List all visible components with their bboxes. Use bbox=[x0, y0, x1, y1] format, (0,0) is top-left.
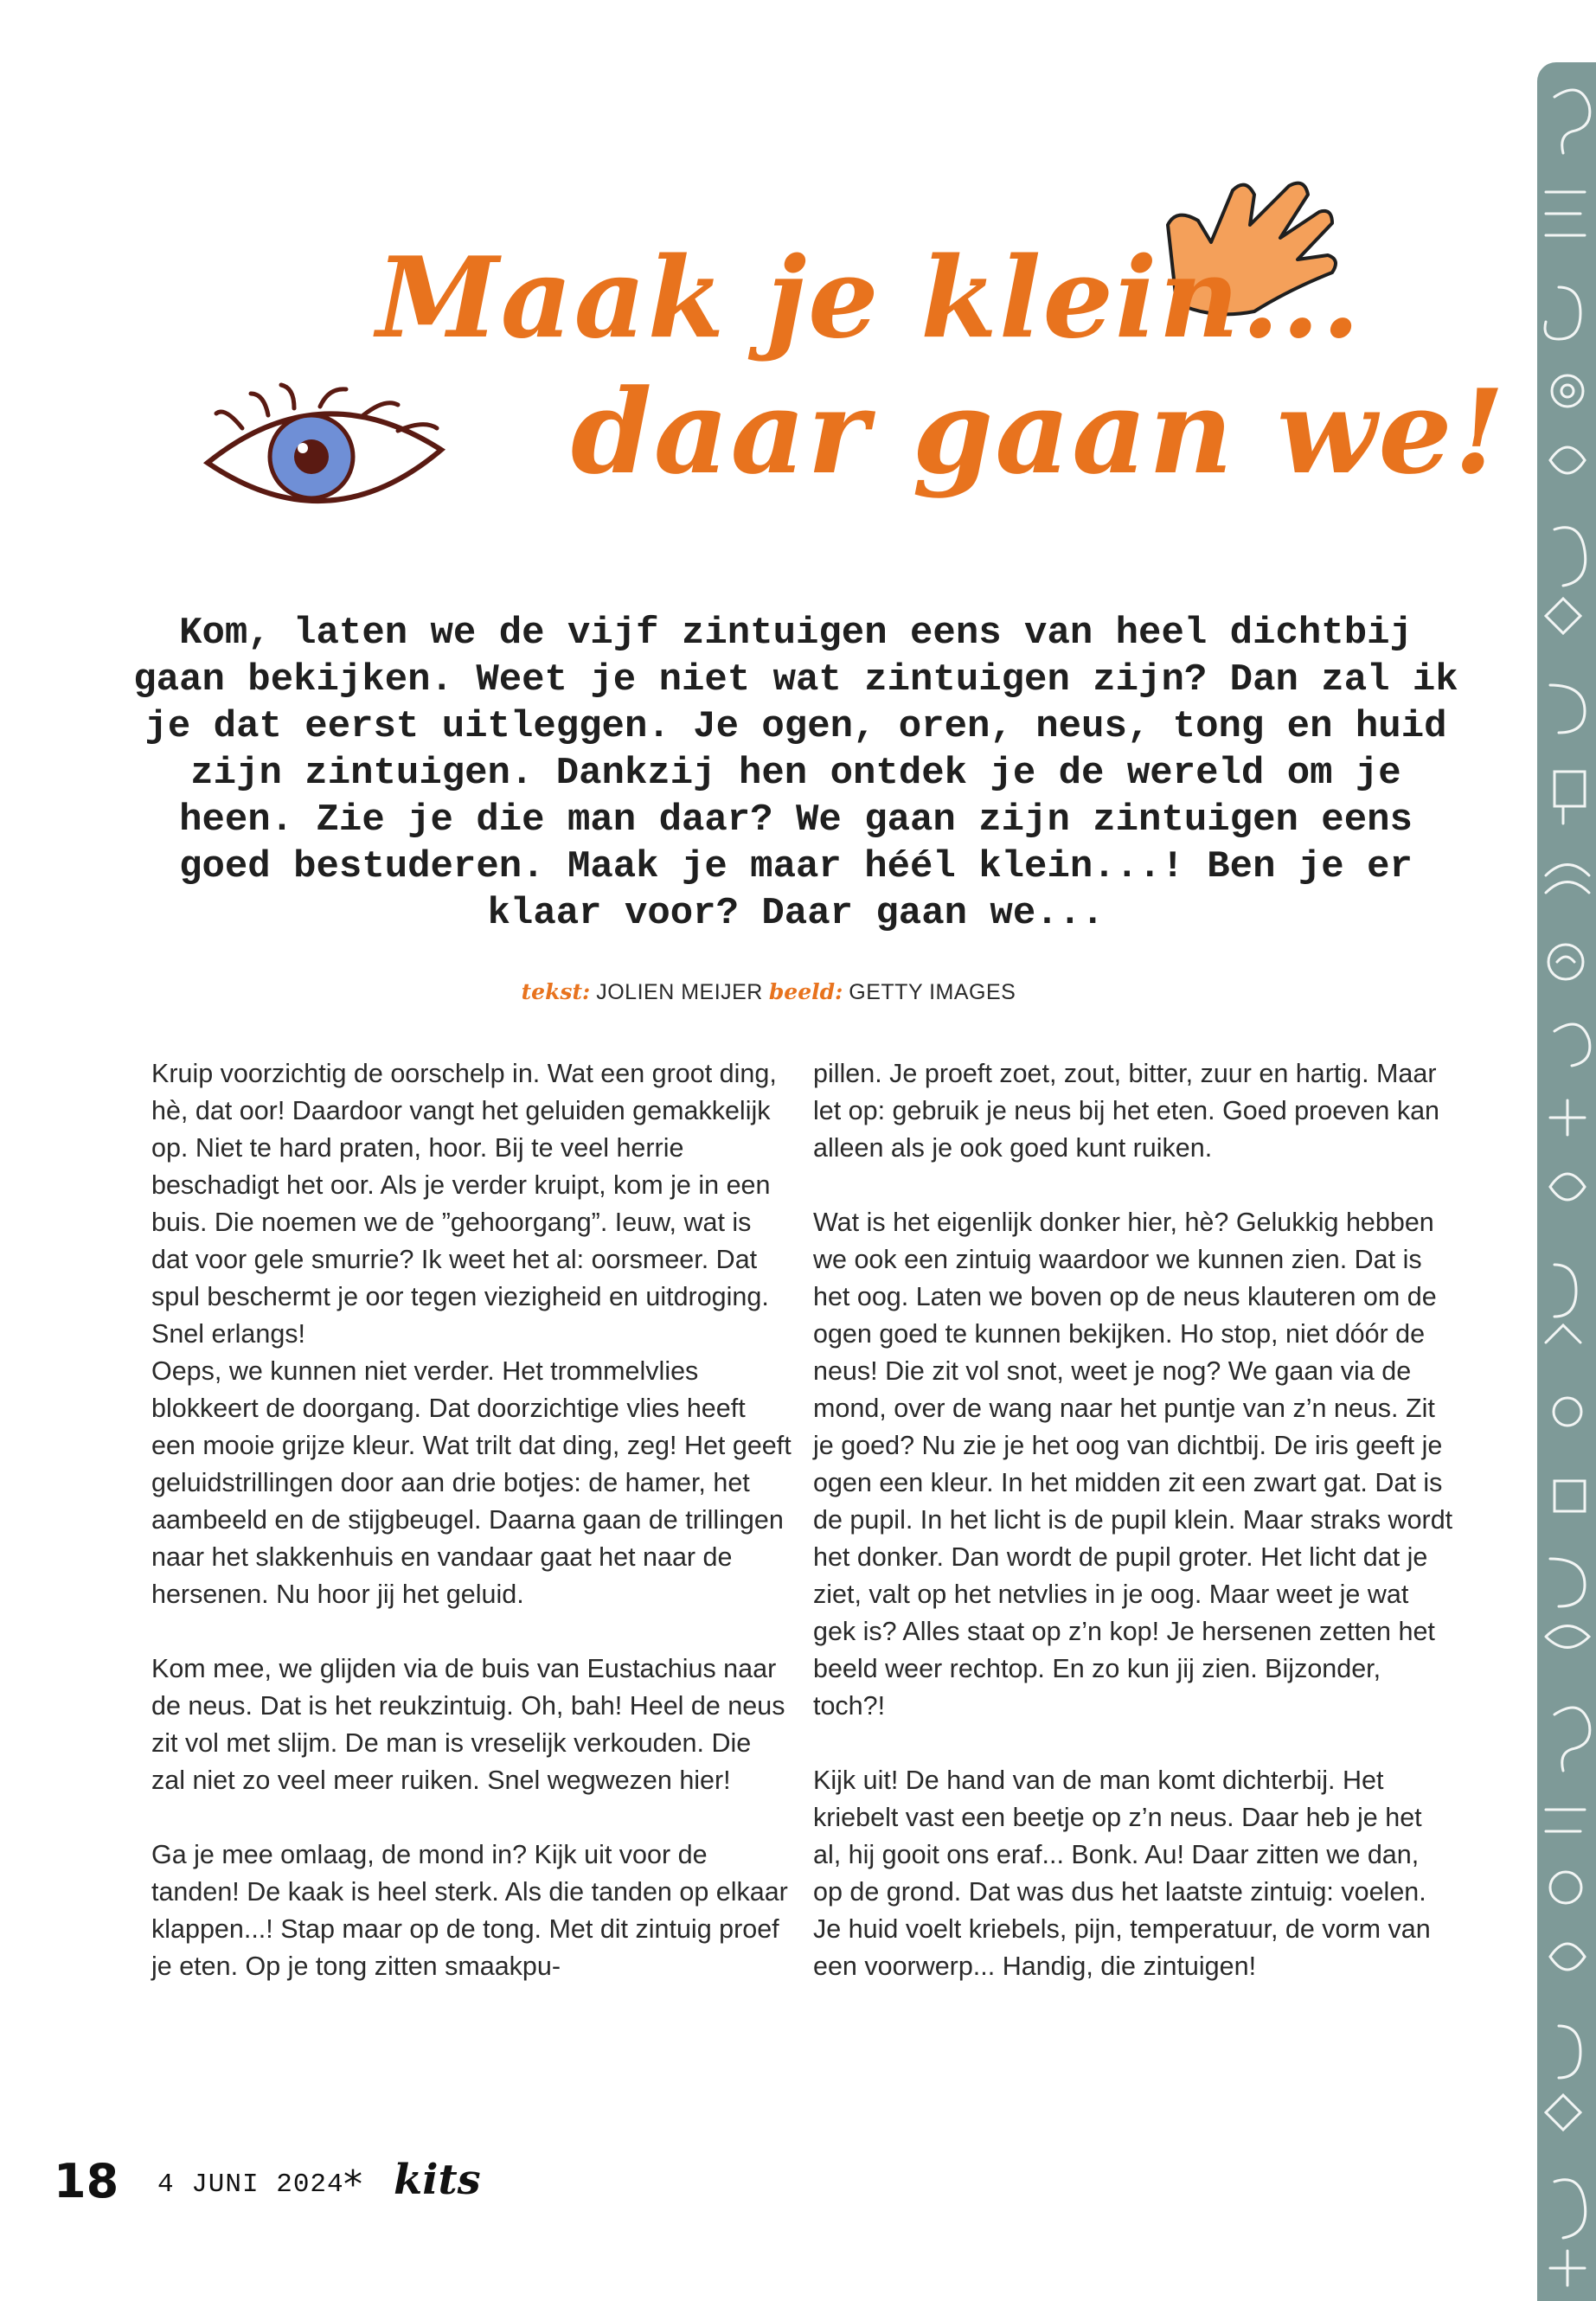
page-number: 18 bbox=[54, 2154, 119, 2208]
body-paragraph: Ga je mee omlaag, de mond in? Kijk uit voor de tanden! De kaak is heel sterk. Als die tanden op elkaar klappen...! Stap maar op de tong. Met dit zintuig proef je eten. Op je tong zitten smaakpu- bbox=[151, 1840, 788, 1981]
text-credit-label: tekst: bbox=[521, 979, 591, 1004]
magazine-name: kits bbox=[394, 2156, 481, 2204]
decorative-side-strip bbox=[1537, 62, 1596, 2301]
body-column-left bbox=[151, 1055, 792, 1985]
intro-paragraph: Kom, laten we de vijf zintuigen eens van heel dichtbij gaan bekijken. Weet je niet wat zintuigen zijn? Dan zal ik je dat eerst uitleggen. Je ogen, oren, neus, tong en huid zijn zintuigen. Dankzij hen ontdek je de wereld om je heen. Zie je die man daar? We gaan zijn zintuigen eens goed bestuderen. Maak je maar héél klein...! Ben je er klaar voor? Daar gaan we... bbox=[133, 612, 1458, 935]
text-credit-author: JOLIEN MEIJER bbox=[596, 980, 763, 1004]
eye-icon bbox=[190, 381, 467, 519]
page-footer bbox=[54, 2154, 573, 2214]
body-paragraph: Kom mee, we glijden via de buis van Eustachius naar de neus. Dat is het reukzintuig. Oh, bah! Heel de neus zit vol met slijm. De man is vreselijk verkouden. Die zal niet zo veel meer ruiken. Snel wegwezen hier! bbox=[151, 1654, 785, 1795]
body-column-right bbox=[813, 1055, 1453, 1985]
sense-doodles-pattern bbox=[1537, 62, 1596, 2301]
body-paragraph: Wat is het eigenlijk donker hier, hè? Gelukkig hebben we ook een zintuig waardoor we kunnen zien. Dat is het oog. Laten we boven op de neus klauteren om de ogen goed te kunnen bekijken. Ho stop, niet dóór de neus! Die zit vol snot, weet je nog? We gaan via de mond, over de wang naar het puntje van z’n neus. Zit je goed? Nu zie je het oog van dichtbij. De iris geeft je ogen een kleur. In het midden zit een zwart gat. Dat is de pupil. In het licht is de pupil klein. Maar straks wordt het donker. Dan wordt de pupil groter. Het licht dat je ziet, valt op het netvlies in je oog. Maar weet je wat gek is? Alles staat op z’n kop! Je hersenen zetten het beeld weer rechtop. En zo kun jij zien. Bijzonder, toch?! bbox=[813, 1208, 1453, 1721]
image-credit-source: GETTY IMAGES bbox=[849, 980, 1016, 1004]
image-credit-label: beeld: bbox=[768, 979, 843, 1004]
body-paragraph: pillen. Je proeft zoet, zout, bitter, zuur en hartig. Maar let op: gebruik je neus bij het eten. Goed proeven kan alleen als je ook goed kunt ruiken. bbox=[813, 1059, 1440, 1163]
body-paragraph: Kruip voorzichtig de oorschelp in. Wat een groot ding, hè, dat oor! Daardoor vangt het geluiden gemakkelijk op. Niet te hard praten, hoor. Bij te veel herrie beschadigt het oor. Als je verder kruipt, kom je in een buis. Die noemen we de ”gehoorgang”. Ieuw, wat is dat voor gele smurrie? Ik weet het al: oorsmeer. Dat spul beschermt je oor tegen viezigheid en uitdroging. Snel erlangs! bbox=[151, 1059, 777, 1349]
article-title bbox=[190, 173, 1507, 588]
title-line-2: daar gaan we! bbox=[571, 363, 1507, 500]
issue-date: 4 JUNI 2024 bbox=[157, 2170, 344, 2200]
body-paragraph: Oeps, we kunnen niet verder. Het trommelvlies blokkeert de doorgang. Dat doorzichtige vlies heeft een mooie grijze kleur. Wat trilt dat ding, zeg! Het geeft geluidstrillingen door aan drie botjes: de hamer, het aambeeld en de stijgbeugel. Daarna gaan de trillingen naar het slakkenhuis en vandaar gaat het naar de hersenen. Nu hoor jij het geluid. bbox=[151, 1356, 792, 1609]
credits-line bbox=[0, 979, 1537, 1005]
body-paragraph: Kijk uit! De hand van de man komt dichterbij. Het kriebelt vast een beetje op z’n neus. Daar heb je het al, hij gooit ons eraf... Bonk. Au! Daar zitten we dan, op de grond. Dat was dus het laatste zintuig: voelen. Je huid voelt kriebels, pijn, temperatuur, de vorm van een voorwerp... Handig, die zintuigen! bbox=[813, 1766, 1431, 1981]
footer-separator: * bbox=[343, 2163, 362, 2207]
title-line-1: Maak je klein... bbox=[376, 234, 1362, 363]
